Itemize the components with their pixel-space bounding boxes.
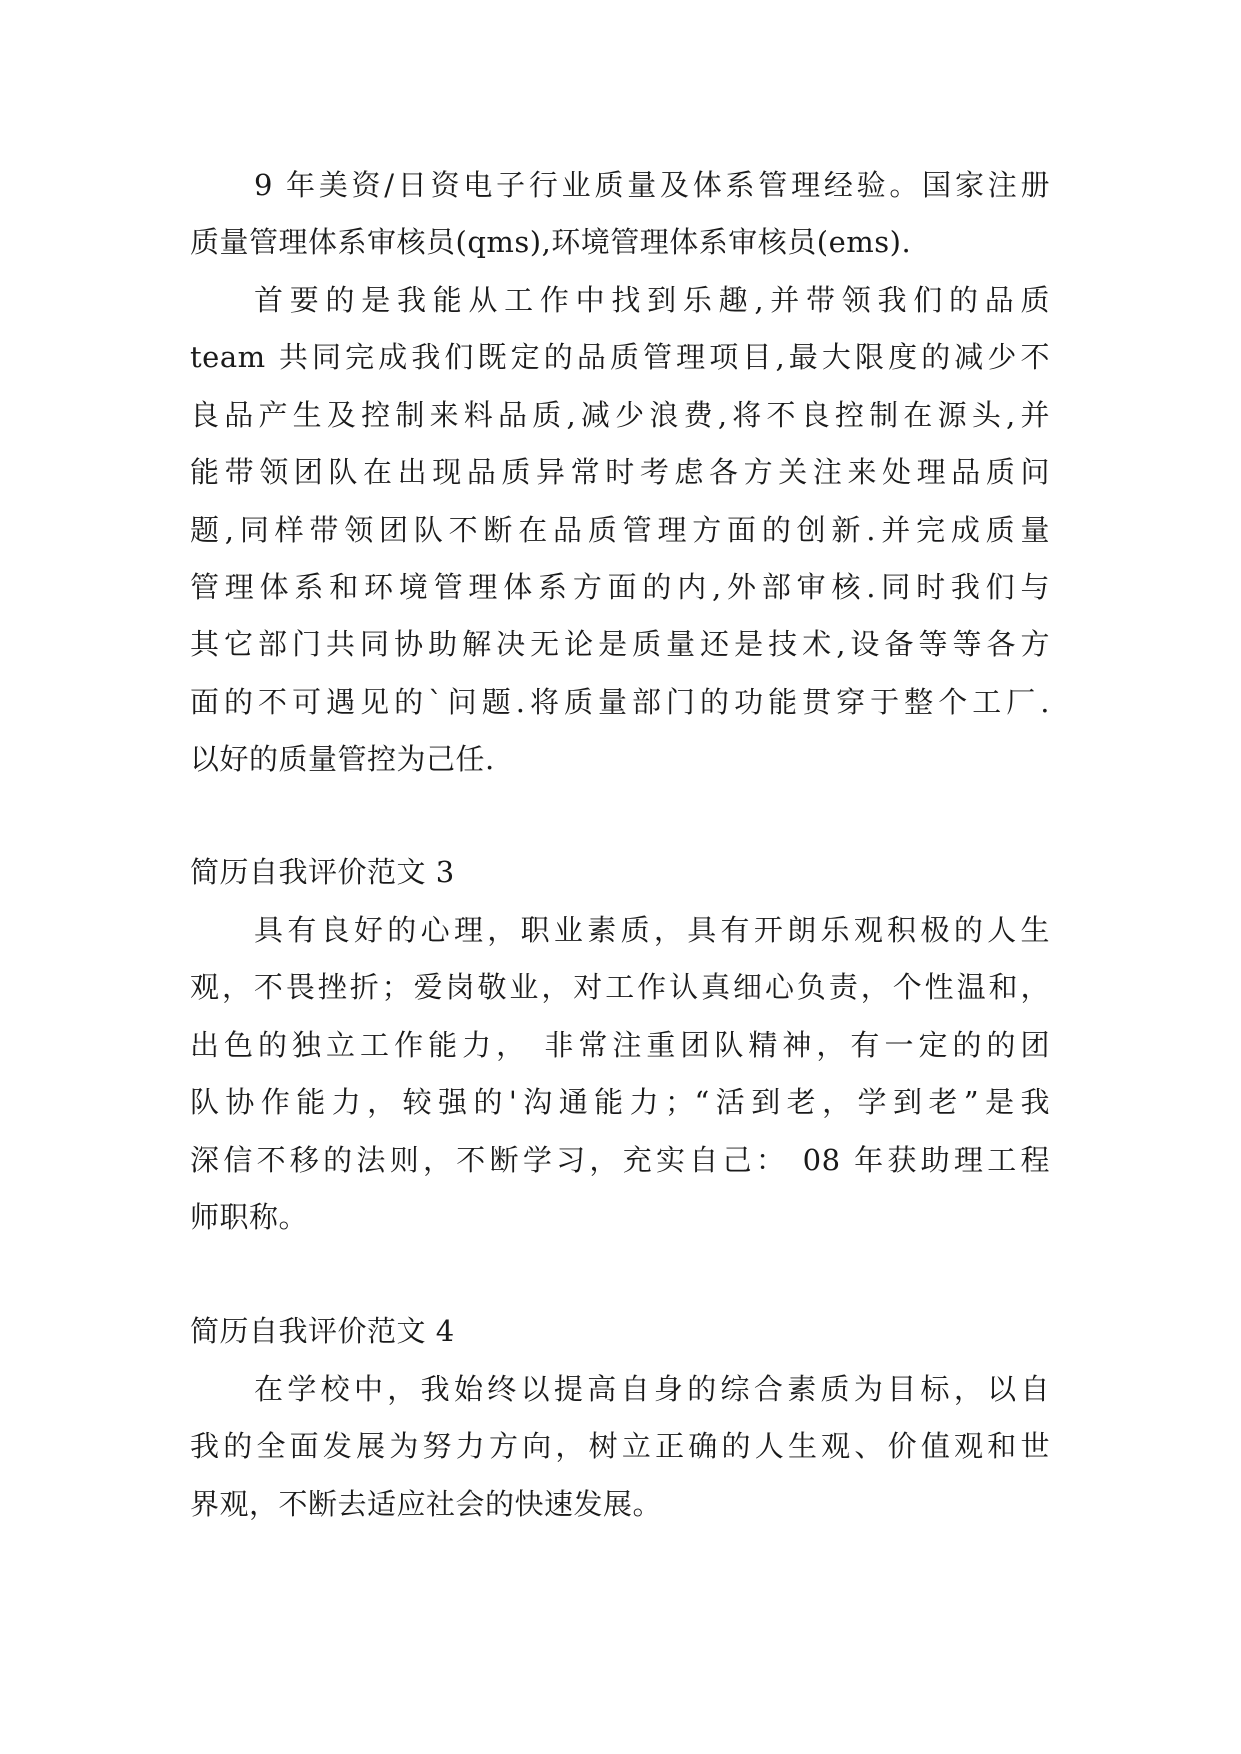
paragraph-line: 题,同样带领团队不断在品质管理方面的创新.并完成质量 [190,513,1050,547]
paragraph-line: 深信不移的法则，不断学习，充实自己： 08 年获助理工程 [190,1143,1050,1177]
section-heading: 简历自我评价范文 4 [190,1314,455,1348]
paragraph-line: 能带领团队在出现品质异常时考虑各方关注来处理品质问 [190,455,1050,489]
paragraph-line: 面的不可遇见的`问题.将质量部门的功能贯穿于整个工厂. [190,685,1050,719]
paragraph-line: 良品产生及控制来料品质,减少浪费,将不良控制在源头,并 [190,398,1050,432]
paragraph-line: 以好的质量管控为己任. [190,742,495,776]
paragraph-line: 观，不畏挫折；爱岗敬业，对工作认真细心负责，个性温和， [190,970,1050,1004]
paragraph-line: 我的全面发展为努力方向，树立正确的人生观、价值观和世 [190,1429,1050,1463]
paragraph-line: 界观，不断去适应社会的快速发展。 [190,1487,663,1521]
section-heading: 简历自我评价范文 3 [190,855,455,889]
paragraph-line: 其它部门共同协助解决无论是质量还是技术,设备等等各方 [190,627,1050,661]
paragraph-line: 师职称。 [190,1200,309,1234]
paragraph-line: 管理体系和环境管理体系方面的内,外部审核.同时我们与 [190,570,1050,604]
paragraph-line: 出色的独立工作能力， 非常注重团队精神，有一定的的团 [190,1028,1050,1062]
paragraph-line: 在学校中，我始终以提高自身的综合素质为目标，以自 [254,1372,1050,1406]
paragraph-line: 队协作能力，较强的'沟通能力；“活到老，学到老”是我 [190,1085,1050,1119]
paragraph-line: 质量管理体系审核员(qms),环境管理体系审核员(ems). [190,225,912,259]
paragraph-line: 首要的是我能从工作中找到乐趣,并带领我们的品质 [254,283,1050,317]
paragraph-line: team 共同完成我们既定的品质管理项目,最大限度的减少不 [190,340,1050,374]
paragraph-line: 9 年美资/日资电子行业质量及体系管理经验。国家注册 [254,168,1050,202]
paragraph-line: 具有良好的心理，职业素质，具有开朗乐观积极的人生 [254,913,1050,947]
